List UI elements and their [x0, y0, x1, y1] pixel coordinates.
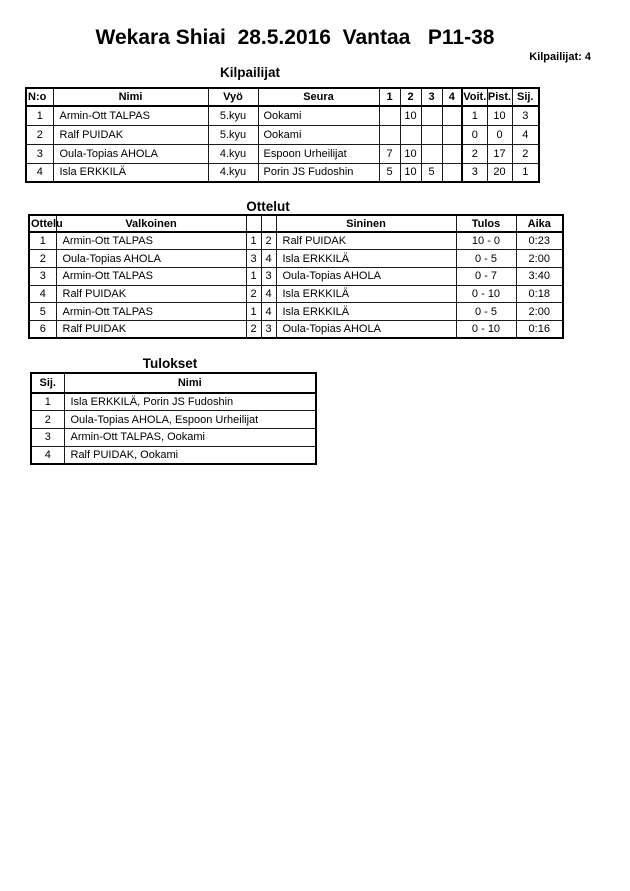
cell-seura: Espoon Urheilijat	[258, 144, 379, 163]
table-row	[26, 106, 539, 125]
cell-sij: 4	[512, 125, 539, 144]
cell-aika: 0:16	[516, 320, 563, 338]
col-header-voit: Voit.	[462, 88, 487, 106]
cell-no: 1	[26, 106, 53, 125]
cell-match3: 5	[421, 163, 442, 182]
cell-tulos: 0 - 7	[456, 267, 516, 285]
col-header-nimi: Nimi	[53, 88, 208, 106]
cell-tulos: 0 - 10	[456, 320, 516, 338]
cell-pist: 17	[487, 144, 512, 163]
col-header-sij: Sij.	[512, 88, 539, 106]
cell-sininen: Oula-Topias AHOLA	[276, 267, 456, 285]
cell-sininen: Oula-Topias AHOLA	[276, 320, 456, 338]
col-header-vyo: Vyö	[208, 88, 258, 106]
col-header-ottelu: Ottelu	[29, 215, 56, 232]
cell-match-no: 1	[29, 232, 56, 250]
col-header-pist: Pist.	[487, 88, 512, 106]
cell-seura: Porin JS Fudoshin	[258, 163, 379, 182]
cell-blue-no: 4	[261, 250, 276, 268]
cell-white-no: 1	[246, 232, 261, 250]
cell-vyo: 5.kyu	[208, 125, 258, 144]
cell-match4	[442, 125, 462, 144]
cell-aika: 0:18	[516, 285, 563, 303]
table-row	[31, 446, 316, 464]
ottelut-header-row	[29, 215, 563, 232]
cell-sininen: Isla ERKKILÄ	[276, 303, 456, 321]
cell-match2	[400, 125, 421, 144]
col-header-match3: 3	[421, 88, 442, 106]
col-header-nimi: Nimi	[64, 373, 316, 393]
table-row	[29, 250, 563, 268]
col-header-valkoinen: Valkoinen	[56, 215, 246, 232]
cell-white-no: 1	[246, 267, 261, 285]
tulokset-table	[30, 372, 317, 465]
cell-match1	[379, 125, 400, 144]
cell-sininen: Ralf PUIDAK	[276, 232, 456, 250]
cell-sij: 3	[31, 428, 64, 446]
cell-blue-no: 4	[261, 303, 276, 321]
cell-vyo: 5.kyu	[208, 106, 258, 125]
cell-tulos: 0 - 5	[456, 303, 516, 321]
cell-seura: Ookami	[258, 125, 379, 144]
cell-tulos: 10 - 0	[456, 232, 516, 250]
cell-aika: 2:00	[516, 250, 563, 268]
cell-voit: 1	[462, 106, 487, 125]
cell-match3	[421, 144, 442, 163]
cell-tulos: 0 - 10	[456, 285, 516, 303]
cell-sininen: Isla ERKKILÄ	[276, 250, 456, 268]
cell-match1	[379, 106, 400, 125]
cell-match2: 10	[400, 106, 421, 125]
cell-nimi: Armin-Ott TALPAS	[53, 106, 208, 125]
col-header-tulos: Tulos	[456, 215, 516, 232]
cell-match1: 7	[379, 144, 400, 163]
cell-tulos: 0 - 5	[456, 250, 516, 268]
cell-match1: 5	[379, 163, 400, 182]
cell-voit: 0	[462, 125, 487, 144]
section-heading-kilpailijat: Kilpailijat	[219, 65, 280, 80]
table-row	[31, 411, 316, 429]
cell-pist: 0	[487, 125, 512, 144]
cell-no: 4	[26, 163, 53, 182]
cell-valkoinen: Ralf PUIDAK	[56, 320, 246, 338]
cell-nimi: Armin-Ott TALPAS, Ookami	[64, 428, 316, 446]
cell-blue-no: 4	[261, 285, 276, 303]
cell-sininen: Isla ERKKILÄ	[276, 285, 456, 303]
cell-match-no: 6	[29, 320, 56, 338]
cell-sij: 2	[31, 411, 64, 429]
cell-match2: 10	[400, 163, 421, 182]
col-header-aika: Aika	[516, 215, 563, 232]
cell-match4	[442, 144, 462, 163]
cell-match-no: 3	[29, 267, 56, 285]
cell-white-no: 3	[246, 250, 261, 268]
cell-voit: 2	[462, 144, 487, 163]
col-header-white-no	[246, 215, 261, 232]
cell-valkoinen: Armin-Ott TALPAS	[56, 303, 246, 321]
cell-match4	[442, 106, 462, 125]
cell-valkoinen: Armin-Ott TALPAS	[56, 267, 246, 285]
cell-sij: 2	[512, 144, 539, 163]
cell-voit: 3	[462, 163, 487, 182]
col-header-sininen: Sininen	[276, 215, 456, 232]
cell-blue-no: 2	[261, 232, 276, 250]
cell-match4	[442, 163, 462, 182]
table-row	[29, 285, 563, 303]
cell-aika: 3:40	[516, 267, 563, 285]
table-row	[26, 163, 539, 182]
cell-valkoinen: Oula-Topias AHOLA	[56, 250, 246, 268]
cell-sij: 1	[31, 393, 64, 411]
col-header-blue-no	[261, 215, 276, 232]
cell-match-no: 2	[29, 250, 56, 268]
cell-nimi: Oula-Topias AHOLA	[53, 144, 208, 163]
table-row	[31, 393, 316, 411]
cell-match3	[421, 106, 442, 125]
cell-match-no: 4	[29, 285, 56, 303]
cell-seura: Ookami	[258, 106, 379, 125]
table-row	[29, 232, 563, 250]
table-row	[29, 267, 563, 285]
cell-match2: 10	[400, 144, 421, 163]
col-header-match1: 1	[379, 88, 400, 106]
cell-sij: 4	[31, 446, 64, 464]
cell-nimi: Oula-Topias AHOLA, Espoon Urheilijat	[64, 411, 316, 429]
competitor-count-label: Kilpailijat: 4	[529, 51, 591, 63]
cell-blue-no: 3	[261, 320, 276, 338]
cell-match-no: 5	[29, 303, 56, 321]
cell-nimi: Isla ERKKILÄ	[53, 163, 208, 182]
cell-aika: 0:23	[516, 232, 563, 250]
table-row	[29, 303, 563, 321]
table-row	[26, 125, 539, 144]
cell-aika: 2:00	[516, 303, 563, 321]
cell-no: 3	[26, 144, 53, 163]
col-header-no: N:o	[26, 88, 53, 106]
cell-vyo: 4.kyu	[208, 163, 258, 182]
cell-pist: 20	[487, 163, 512, 182]
cell-match3	[421, 125, 442, 144]
col-header-seura: Seura	[258, 88, 379, 106]
section-heading-tulokset: Tulokset	[142, 356, 198, 371]
table-row	[26, 144, 539, 163]
kilpailijat-header-row	[26, 88, 539, 106]
page-title: Wekara Shiai 28.5.2016 Vantaa P11-38	[95, 26, 495, 49]
cell-pist: 10	[487, 106, 512, 125]
section-heading-ottelut: Ottelut	[246, 199, 290, 214]
col-header-match2: 2	[400, 88, 421, 106]
ottelut-table	[28, 214, 564, 339]
kilpailijat-table	[25, 87, 540, 183]
cell-white-no: 2	[246, 285, 261, 303]
table-row	[31, 428, 316, 446]
cell-sij: 3	[512, 106, 539, 125]
cell-vyo: 4.kyu	[208, 144, 258, 163]
table-row	[29, 320, 563, 338]
cell-white-no: 2	[246, 320, 261, 338]
cell-nimi: Isla ERKKILÄ, Porin JS Fudoshin	[64, 393, 316, 411]
cell-white-no: 1	[246, 303, 261, 321]
cell-nimi: Ralf PUIDAK	[53, 125, 208, 144]
cell-no: 2	[26, 125, 53, 144]
cell-valkoinen: Ralf PUIDAK	[56, 285, 246, 303]
cell-valkoinen: Armin-Ott TALPAS	[56, 232, 246, 250]
cell-sij: 1	[512, 163, 539, 182]
tulokset-header-row	[31, 373, 316, 393]
cell-blue-no: 3	[261, 267, 276, 285]
col-header-sij: Sij.	[31, 373, 64, 393]
col-header-match4: 4	[442, 88, 462, 106]
cell-nimi: Ralf PUIDAK, Ookami	[64, 446, 316, 464]
